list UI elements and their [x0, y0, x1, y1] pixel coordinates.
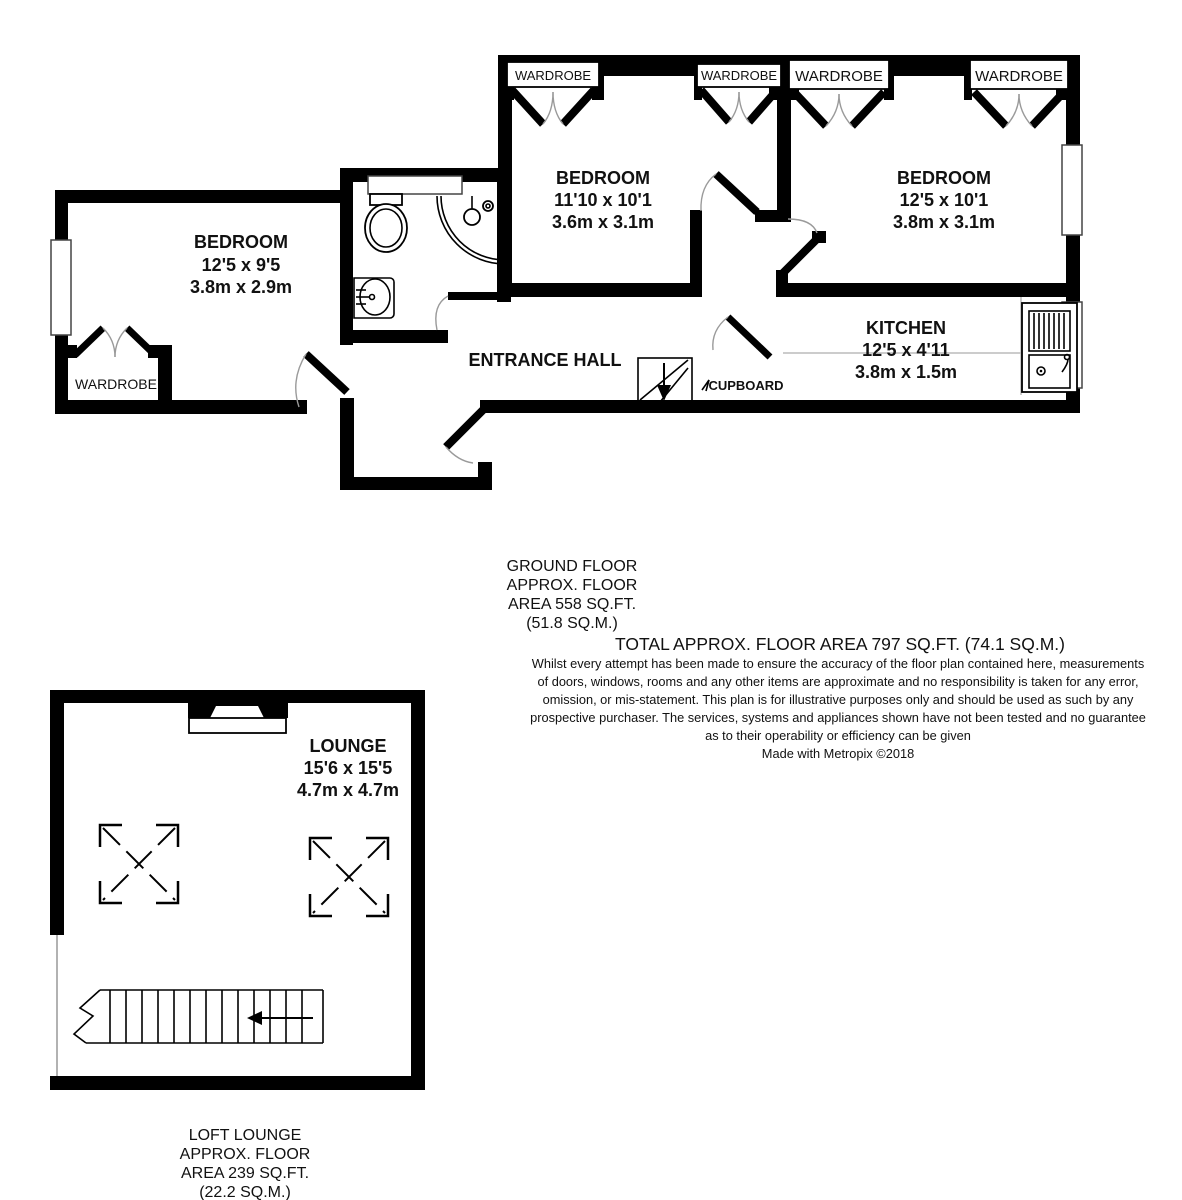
wardrobe-label: WARDROBE [75, 376, 157, 392]
room-dims-ft: 12'5 x 9'5 [201, 255, 281, 275]
window-bathroom [368, 176, 462, 194]
loft-area-line: (22.2 SQ.M.) [199, 1184, 291, 1200]
room-label-cupboard: CUPBOARD [708, 378, 784, 393]
room-dims-m: 3.8m x 3.1m [892, 212, 996, 232]
disclaimer-line: prospective purchaser. The services, systems and appliances shown have not been tested and no guarantee [530, 710, 1146, 725]
room-dims-ft: 12'5 x 10'1 [899, 190, 989, 210]
ground-floor-area-line: GROUND FLOOR [506, 558, 638, 575]
loft-area-line: LOFT LOUNGE [188, 1127, 302, 1144]
room-label-lounge: LOUNGE [309, 736, 387, 756]
disclaimer-line: Whilst every attempt has been made to ensure the accuracy of the floor plan contained here, measurements [531, 656, 1145, 671]
room-dims-ft: 12'5 x 4'11 [862, 340, 950, 360]
toilet-icon [365, 194, 407, 252]
window-bedroom-left [51, 240, 71, 335]
ground-floor-area-line: AREA 558 SQ.FT. [507, 596, 637, 613]
total-area-line: TOTAL APPROX. FLOOR AREA 797 SQ.FT. (74.1 SQ.M.) [615, 634, 1065, 654]
disclaimer-line: of doors, windows, rooms and any other items are approximate and no responsibility is taken for any error, [537, 674, 1139, 689]
room-label-entrance-hall: ENTRANCE HALL [468, 350, 622, 370]
disclaimer-line: omission, or mis-statement. This plan is for illustrative purposes only and should be used as such by any [542, 692, 1134, 707]
room-label-kitchen: KITCHEN [866, 318, 946, 338]
room-dims-m: 3.8m x 1.5m [854, 362, 958, 382]
kitchen-sink-icon [1022, 303, 1077, 392]
disclaimer-line: as to their operability or efficiency can be given [705, 728, 971, 743]
room-label-bedroom-middle: BEDROOM [556, 168, 650, 188]
wardrobe-label: WARDROBE [795, 68, 883, 85]
room-dims-m: 4.7m x 4.7m [296, 780, 400, 800]
loft-area-line: AREA 239 SQ.FT. [180, 1165, 310, 1182]
room-dims-ft: 11'10 x 10'1 [554, 190, 652, 210]
ground-floor-area-line: APPROX. FLOOR [506, 577, 638, 594]
ground-floor-area-line: (51.8 SQ.M.) [526, 615, 618, 632]
room-labels [297, 736, 399, 800]
wardrobe-label: WARDROBE [514, 68, 592, 83]
room-dims-ft: 15'6 x 15'5 [303, 758, 393, 778]
loft-area-line: APPROX. FLOOR [179, 1146, 311, 1163]
room-label-bedroom-right: BEDROOM [897, 168, 991, 188]
window-bedroom-right [1062, 145, 1082, 235]
room-label-bedroom-left: BEDROOM [194, 232, 288, 252]
credit-line: Made with Metropix ©2018 [761, 746, 915, 761]
wardrobe-label: WARDROBE [975, 68, 1063, 85]
room-dims-m: 3.6m x 3.1m [551, 212, 655, 232]
room-dims-m: 3.8m x 2.9m [189, 277, 293, 297]
wardrobe-label: WARDROBE [700, 68, 778, 83]
